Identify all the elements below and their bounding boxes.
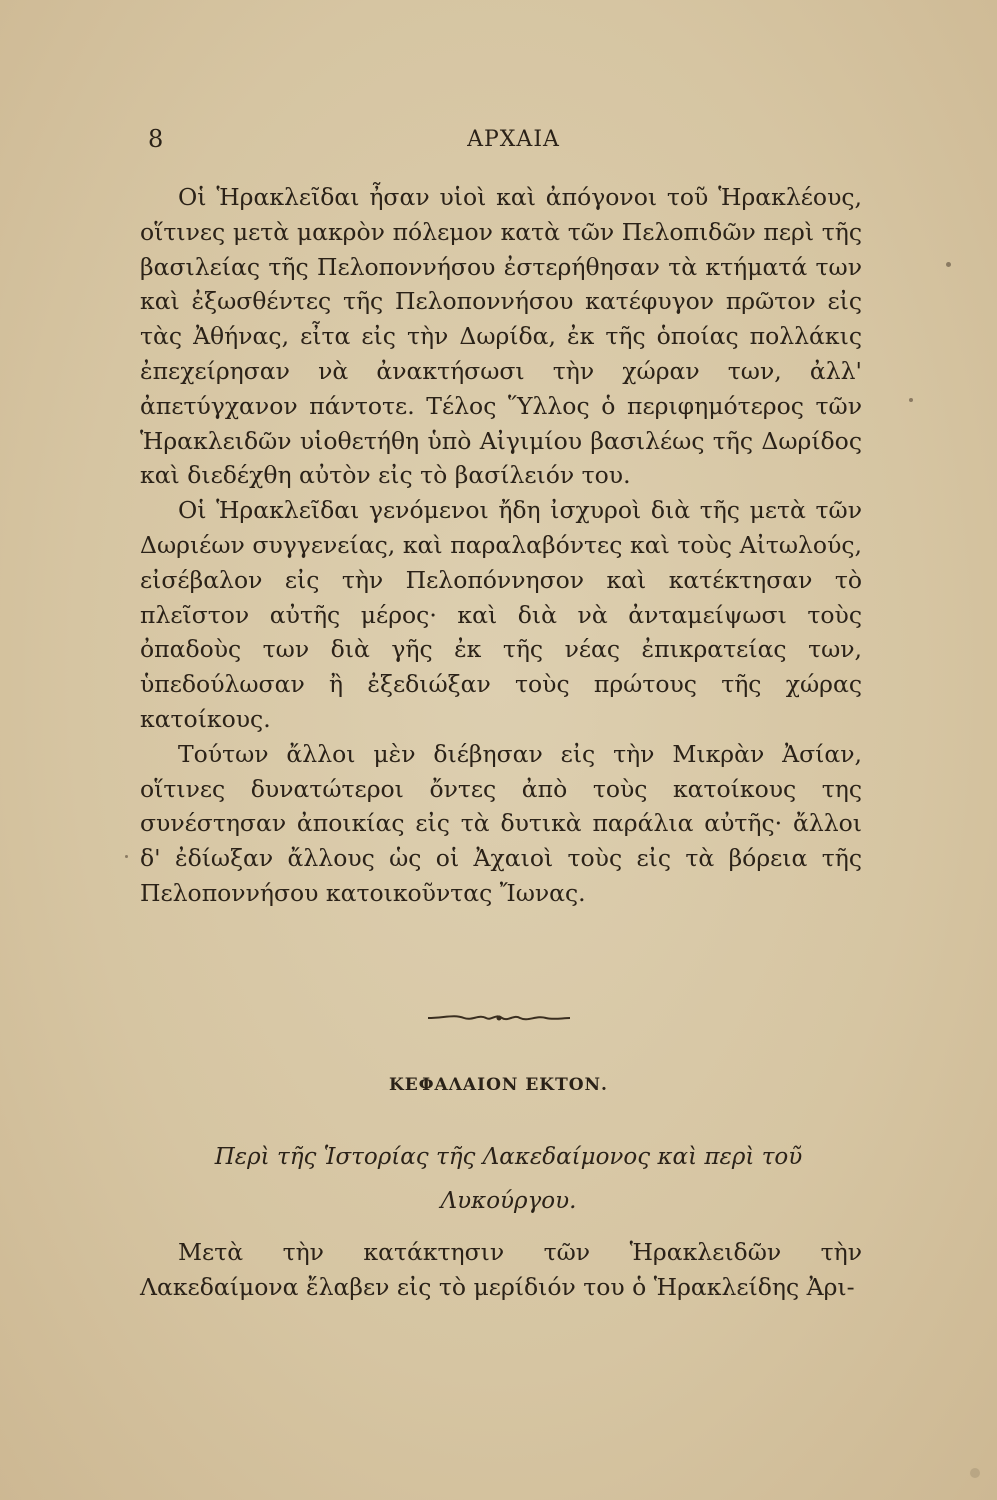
paragraph-3: Τούτων ἄλλοι μὲν διέβησαν εἰς τὴν Μικρὰν Ἀσίαν, οἵτινες δυνατώτεροι ὄντες ἀπὸ τοὺς κατοίκους της συνέστησαν ἀποικίας εἰς τὰ δυτικὰ παράλια αὐτῆς· ἄλλοι δ' ἐδίωξαν ἄλλους ὡς οἱ Ἀχαιοὶ τοὺς εἰς τὰ βόρεια τῆς Πελοποννήσου κατοικοῦντας Ἴωνας. bbox=[140, 739, 862, 907]
paragraph-2: Οἱ Ἡρακλεῖδαι γενόμενοι ἤδη ἰσχυροὶ διὰ τῆς μετὰ τῶν Δωριέων συγγενείας, καὶ παραλαβόντες καὶ τοὺς Αἰτωλούς, εἰσέβαλον εἰς τὴν Πελοπόννησον καὶ κατέκτησαν τὸ πλεῖστον αὐτῆς μέρος· καὶ διὰ νὰ ἀνταμείψωσι τοὺς ὀπαδοὺς των διὰ γῆς ἐκ τῆς νέας ἐπικρατείας των, ὑπεδούλωσαν ἢ ἐξεδιώξαν τοὺς πρώτους τῆς χώρας κατοίκους. bbox=[140, 496, 862, 733]
page-header bbox=[0, 125, 997, 165]
continuation-text bbox=[140, 1235, 862, 1305]
paragraph-1: Οἱ Ἡρακλεῖδαι ἦσαν υἱοὶ καὶ ἀπόγονοι τοῦ Ἡρακλέους, οἵτινες μετὰ μακρὸν πόλεμον κατὰ τῶν Πελοπιδῶν περὶ τῆς βασιλείας τῆς Πελοποννήσου ἐστερήθησαν τὰ κτήματά των καὶ ἐξωσθέντες τῆς Πελοποννήσου κατέφυγον πρῶτον εἰς τὰς Ἀθήνας, εἶτα εἰς τὴν Δωρίδα, ἐκ τῆς ὁποίας πολλάκις ἐπεχείρησαν νὰ ἀνακτήσωσι τὴν χώραν των, ἀλλ' ἀπετύγχανον πάντοτε. Τέλος Ὕλλος ὁ περιφημότερος τῶν Ἡρακλειδῶν υἱοθετήθη ὑπὸ Αἰγιμίου βασιλέως τῆς Δωρίδος καὶ διεδέχθη αὐτὸν εἰς τὸ βασίλειόν του. bbox=[140, 183, 862, 490]
page-number: 8 bbox=[148, 125, 164, 153]
paper-speck bbox=[970, 1468, 980, 1478]
paper-speck bbox=[125, 855, 128, 858]
paper-speck bbox=[909, 398, 913, 402]
ornament-flourish-icon bbox=[424, 1011, 574, 1025]
chapter-heading: ΚΕΦΑΛΑΙΟΝ ΕΚΤΟΝ. bbox=[389, 1075, 608, 1095]
chapter-title: Περὶ τῆς Ἱστορίας τῆς Λακεδαίμονος καὶ περὶ τοῦ Λυκούργου. bbox=[214, 1144, 803, 1214]
running-head: ΑΡΧΑΙΑ bbox=[467, 127, 560, 152]
section-ornament bbox=[0, 1010, 997, 1029]
paragraph-4: Μετὰ τὴν κατάκτησιν τῶν Ἡρακλειδῶν τὴν Λακεδαίμονα ἔλαβεν εἰς τὸ μερίδιόν του ὁ Ἡρακλείδης Ἀρι- bbox=[140, 1238, 862, 1301]
paper-speck bbox=[946, 262, 951, 267]
main-text bbox=[140, 180, 862, 911]
